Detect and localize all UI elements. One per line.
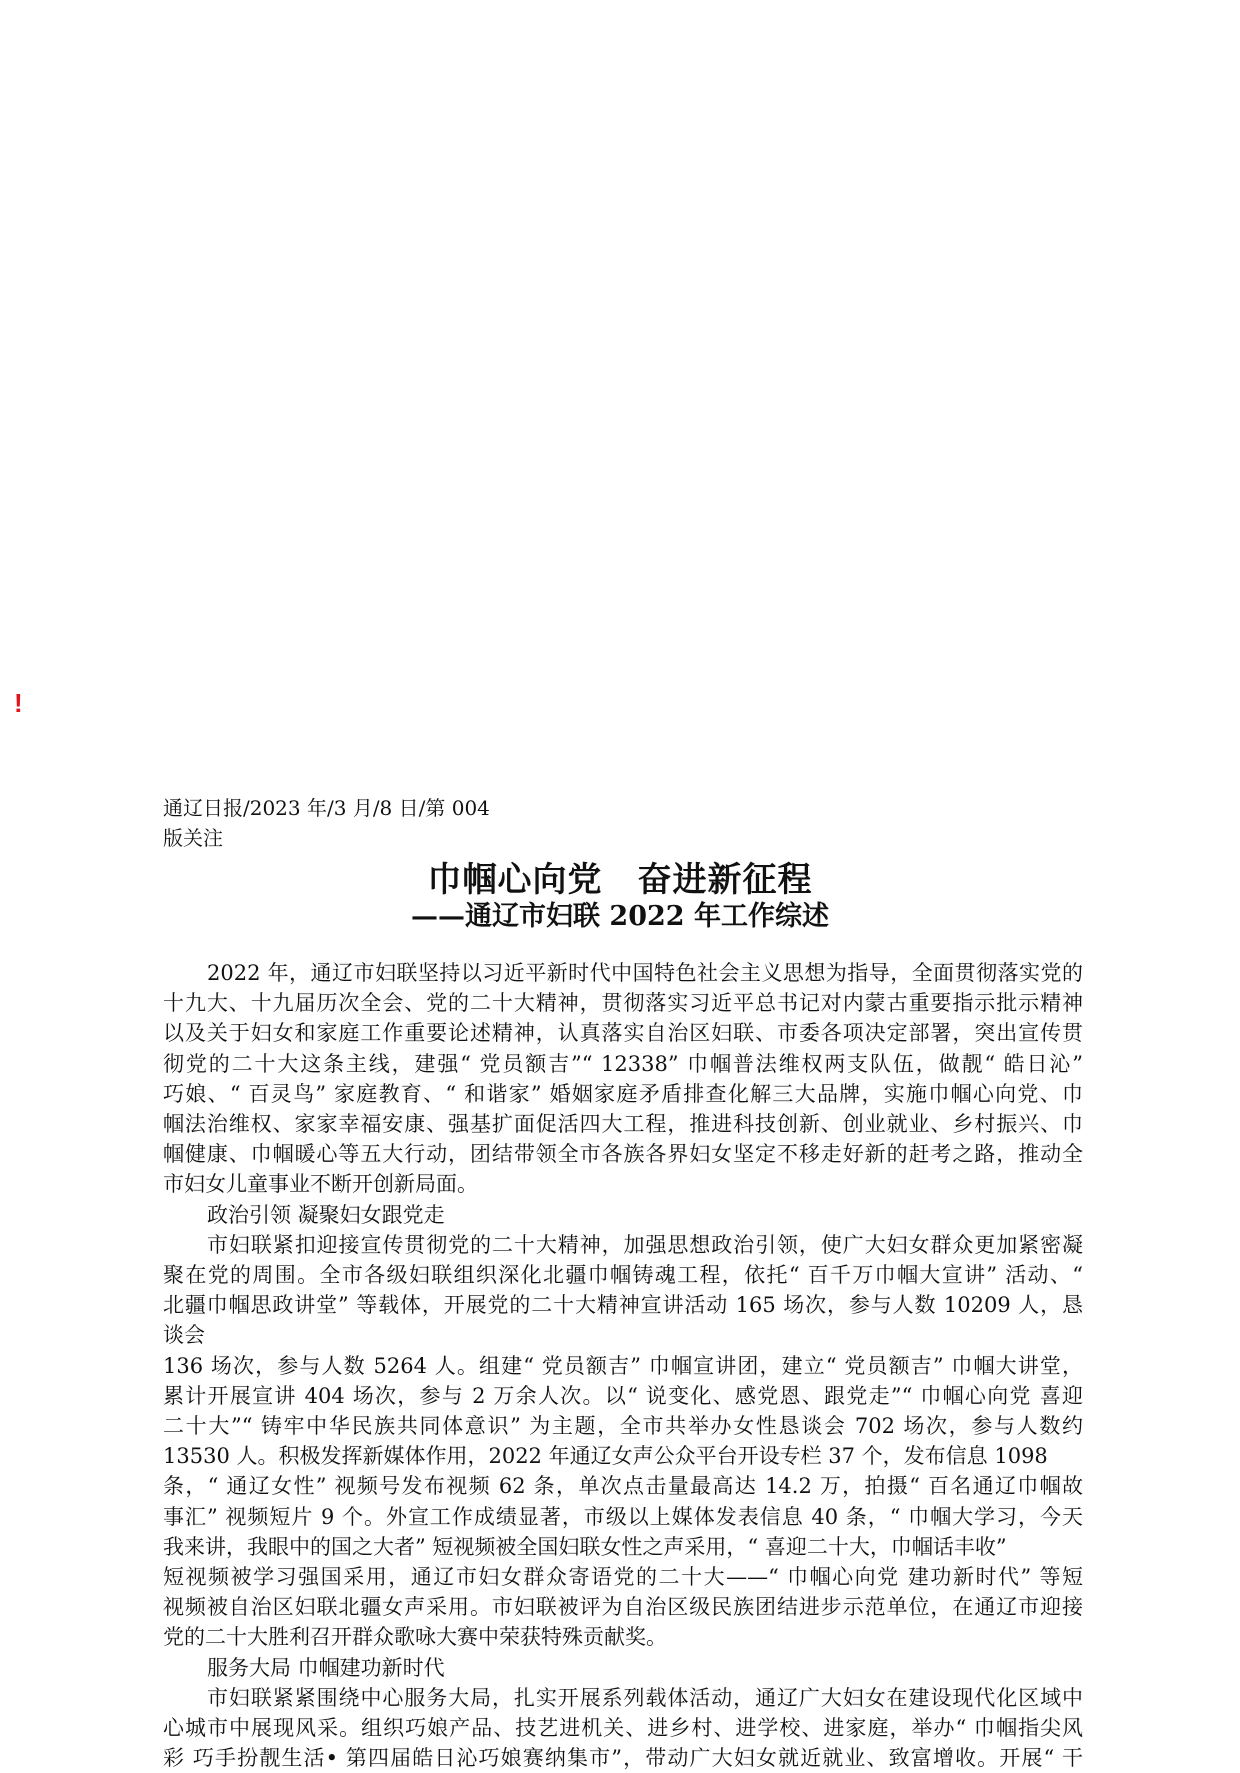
text-line: 二十大”“ 铸牢中华民族共同体意识” 为主题，全市共举办女性恳谈会 702 场次，参与人数约 [163, 1414, 1083, 1439]
text-line: 彩 巧手扮靓生活• 第四届皓日沁巧娘赛纳集市”，带动广大妇女就近就业、致富增收。开展“ 干 [163, 1746, 1083, 1771]
text-line: 心城市中展现风采。组织巧娘产品、技艺进机关、进乡村、进学校、进家庭，举办“ 巾帼指尖风 [163, 1716, 1083, 1741]
service-paragraph [163, 1683, 1083, 1773]
section-heading-politics: 政治引领 凝聚妇女跟党走 [207, 1202, 445, 1227]
text-line: 十九大、十九届历次全会、党的二十大精神，贯彻落实习近平总书记对内蒙古重要指示批示精神 [163, 991, 1083, 1016]
source-line-continued: 版关注 [163, 826, 223, 850]
source-info [163, 793, 503, 853]
text-line: 巧娘、“ 百灵鸟” 家庭教育、“ 和谐家” 婚姻家庭矛盾排查化解三大品牌，实施巾帼心向党、巾 [163, 1081, 1083, 1106]
text-line: 条，“ 通辽女性” 视频号发布视频 62 条，单次点击量最高达 14.2 万，拍摄“ 百名通辽巾帼故 [163, 1474, 1083, 1499]
article-subtitle: ——通辽市妇联 2022 年工作综述 [411, 901, 829, 932]
text-line: 累计开展宣讲 404 场次，参与 2 万余人次。以“ 说变化、感党恩、跟党走”“ 巾帼心向党 喜迎 [163, 1383, 1083, 1408]
text-line: 谈会 [163, 1323, 205, 1348]
intro-paragraph [163, 958, 1083, 1200]
politics-paragraph [163, 1230, 1083, 1653]
text-line: 帼健康、巾帼暖心等五大行动，团结带领全市各族各界妇女坚定不移走好新的赶考之路，推动全 [163, 1142, 1083, 1167]
text-line: 彻党的二十大这条主线，建强“ 党员额吉”“ 12338” 巾帼普法维权两支队伍，做靓“ 皓日沁” [163, 1051, 1083, 1076]
text-line: 市妇联紧扣迎接宣传贯彻党的二十大精神，加强思想政治引领，使广大妇女群众更加紧密凝 [207, 1232, 1083, 1257]
text-line: 短视频被学习强国采用，通辽市妇女群众寄语党的二十大——“ 巾帼心向党 建功新时代” 等短 [163, 1565, 1083, 1590]
text-line: 北疆巾帼思政讲堂” 等载体，开展党的二十大精神宣讲活动 165 场次，参与人数 10209 人，恳 [163, 1293, 1083, 1318]
article-title: 巾帼心向党 奋进新征程 [427, 860, 813, 900]
text-line: 我来讲，我眼中的国之大者” 短视频被全国妇联女性之声采用，“ 喜迎二十大，巾帼话丰收” [163, 1534, 1007, 1559]
text-line: 党的二十大胜利召开群众歌咏大赛中荣获特殊贡献奖。 [163, 1625, 667, 1650]
text-line: 136 场次，参与人数 5264 人。组建“ 党员额吉” 巾帼宣讲团，建立“ 党员额吉” 巾帼大讲堂， [163, 1353, 1083, 1378]
section-heading-service: 服务大局 巾帼建功新时代 [207, 1655, 445, 1680]
text-line: 市妇女儿童事业不断开创新局面。 [163, 1172, 478, 1197]
text-line: 聚在党的周围。全市各级妇联组织深化北疆巾帼铸魂工程，依托“ 百千万巾帼大宣讲” 活动、“ [163, 1263, 1083, 1288]
text-line: 市妇联紧紧围绕中心服务大局，扎实开展系列载体活动，通辽广大妇女在建设现代化区域中 [207, 1685, 1083, 1710]
text-line: 13530 人。积极发挥新媒体作用，2022 年通辽女声公众平台开设专栏 37 个，发布信息 1098 [163, 1444, 1048, 1469]
article-body [163, 958, 1083, 1773]
red-exclamation-mark: ! [14, 688, 23, 718]
text-line: 2022 年，通辽市妇联坚持以习近平新时代中国特色社会主义思想为指导，全面贯彻落实党的 [207, 961, 1083, 985]
source-line: 通辽日报/2023 年/3 月/8 日/第 004 [163, 796, 490, 820]
text-line: 帼法治维权、家家幸福安康、强基扩面促活四大工程，推进科技创新、创业就业、乡村振兴、巾 [163, 1112, 1083, 1137]
text-line: 以及关于妇女和家庭工作重要论述精神，认真落实自治区妇联、市委各项决定部署，突出宣传贯 [163, 1021, 1083, 1046]
text-line: 事汇” 视频短片 9 个。外宣工作成绩显著，市级以上媒体发表信息 40 条，“ 巾帼大学习，今天 [163, 1504, 1083, 1529]
text-line: 视频被自治区妇联北疆女声采用。市妇联被评为自治区级民族团结进步示范单位，在通辽市迎接 [163, 1595, 1083, 1620]
